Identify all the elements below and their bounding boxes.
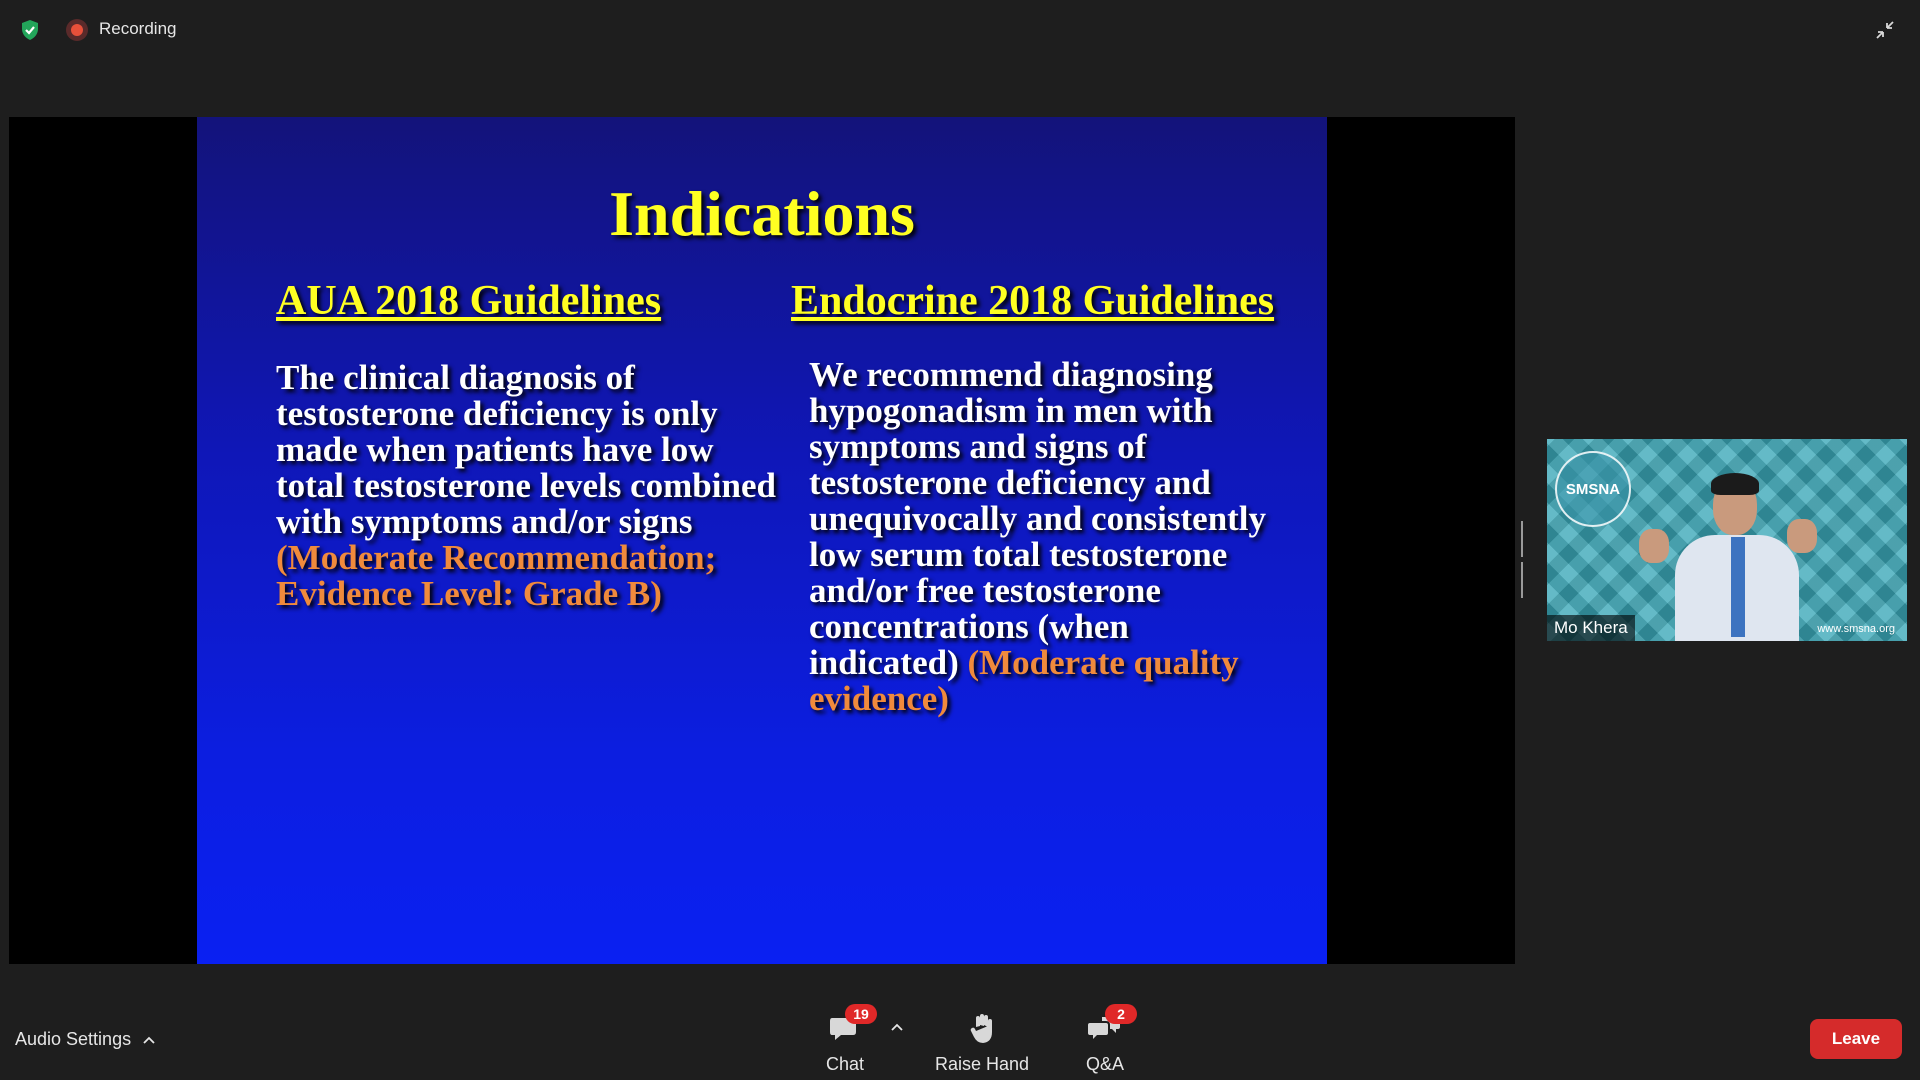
left-evidence-note: (Moderate Recommendation; Evidence Level: Grade B) xyxy=(276,538,717,613)
audio-settings-button[interactable] xyxy=(15,1029,155,1050)
right-column-heading: Endocrine 2018 Guidelines xyxy=(791,278,1275,324)
qa-icon xyxy=(1085,1006,1125,1048)
video-watermark-url: www.smsna.org xyxy=(1817,623,1895,635)
recording-icon[interactable] xyxy=(66,19,88,41)
leave-button[interactable]: Leave xyxy=(1810,1019,1902,1059)
left-column-heading: AUA 2018 Guidelines xyxy=(276,278,662,324)
qa-button[interactable] xyxy=(1085,1000,1125,1075)
chat-options-caret-icon[interactable] xyxy=(891,1018,903,1034)
speaker-hand-left xyxy=(1639,529,1669,563)
raise-hand-button[interactable] xyxy=(935,1000,1029,1075)
chat-label: Chat xyxy=(825,1054,865,1074)
right-evidence-note: (Moderate quality evidence) xyxy=(809,643,1239,718)
shield-check-icon[interactable] xyxy=(18,18,42,42)
audio-settings-label: Audio Settings xyxy=(15,1029,132,1049)
exit-fullscreen-icon[interactable] xyxy=(1871,16,1899,44)
qa-label: Q&A xyxy=(1085,1054,1124,1074)
chevron-up-icon xyxy=(143,1036,155,1044)
chat-unread-badge: 19 xyxy=(845,1004,877,1024)
qa-unread-badge: 2 xyxy=(1105,1004,1137,1024)
bottom-toolbar xyxy=(0,1000,1920,1080)
left-column-text xyxy=(276,360,776,612)
right-body: We recommend diagnosing hypogonadism in men with symptoms and signs of testosterone deficiency and unequivocally and consistently low serum total testosterone and/or free testosterone concentrations (when indicated) xyxy=(809,355,1267,682)
presentation-slide xyxy=(197,117,1327,964)
raise-hand-label: Raise Hand xyxy=(935,1054,1030,1074)
speaker-video[interactable] xyxy=(1547,439,1907,641)
recording-label[interactable]: Recording xyxy=(99,19,177,38)
raise-hand-icon xyxy=(962,1010,1002,1048)
speaker-hair xyxy=(1711,473,1759,495)
shared-screen xyxy=(9,117,1515,964)
speaker-tie xyxy=(1731,537,1745,637)
top-bar xyxy=(0,0,1920,60)
right-column-text xyxy=(809,357,1279,717)
smsna-logo: SMSNA xyxy=(1555,451,1631,527)
chat-button[interactable] xyxy=(825,1000,869,1075)
panel-resize-handle[interactable] xyxy=(1521,521,1527,557)
left-body: The clinical diagnosis of testosterone deficiency is only made when patients have low total testosterone levels combined with symptoms and/or signs xyxy=(276,358,776,541)
chat-icon xyxy=(825,1006,869,1048)
slide-title: Indications xyxy=(609,178,915,249)
speaker-hand-right xyxy=(1787,519,1817,553)
speaker-name-label: Mo Khera xyxy=(1547,615,1635,641)
